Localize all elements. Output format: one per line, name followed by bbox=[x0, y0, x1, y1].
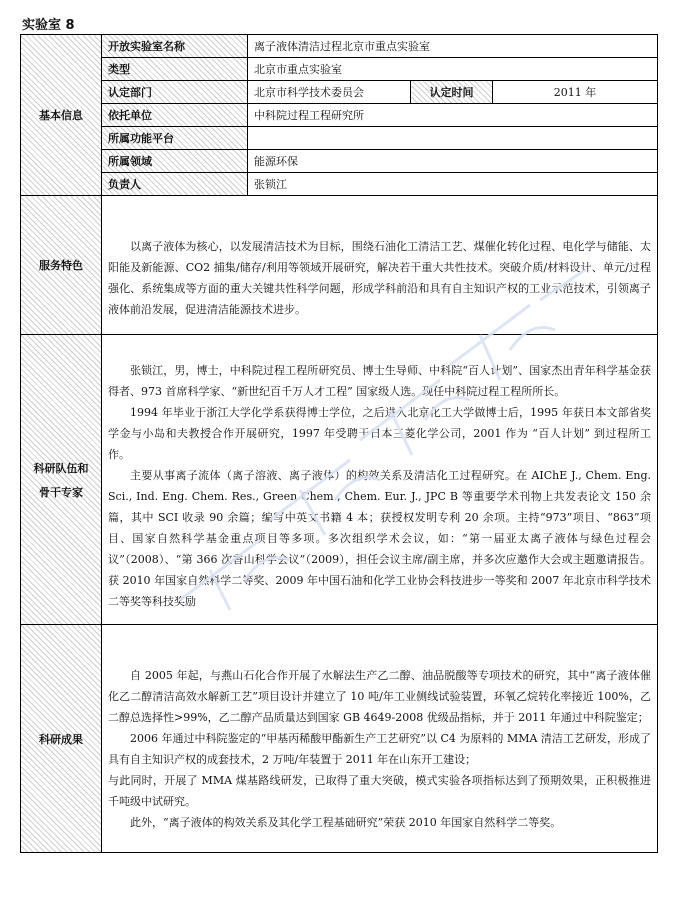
row-dept bbox=[21, 81, 658, 104]
results-paragraph: 自 2005 年起，与燕山石化合作开展了水解法生产乙二醇、油品脱酸等专项技术的研究，其中“离子液体催化乙二醇清洁高效水解新工艺”项目设计并建立了 10 吨/年工业侧线试验装置，环氧乙烷转化率接近 100%，乙二醇总选择性>99%，乙二醇产品质量达到国家 GB 4649-2008 优级品指标，并于 2011 年通过中科院鉴定； bbox=[108, 668, 651, 724]
section-results: 科研成果 bbox=[21, 625, 102, 853]
label-dept: 认定部门 bbox=[102, 81, 248, 104]
page-title: 实验室 8 bbox=[22, 18, 75, 33]
section-basic-info: 基本信息 bbox=[21, 35, 102, 196]
results-paragraph: 2006 年通过中科院鉴定的“甲基丙稀酸甲酯新生产工艺研究”以 C4 为原料的 MMA 清洁工艺研发，形成了具有自主知识产权的成套技术，2 万吨/年装置于 2011 年在山东开工建设； bbox=[108, 731, 651, 766]
row-platform bbox=[21, 127, 658, 150]
row-team bbox=[21, 335, 658, 625]
team-paragraph: 张锁江，男，博士，中科院过程工程所研究员、博士生导师、中科院“百人计划”、国家杰出青年科学基金获得者、973 首席科学家、“新世纪百千万人才工程” 国家级人选。现任中科院过程工程所所长。 bbox=[108, 363, 651, 398]
value-approval-time: 2011 年 bbox=[493, 81, 658, 104]
label-approval-time: 认定时间 bbox=[411, 81, 493, 104]
value-head: 张锁江 bbox=[248, 173, 658, 196]
service-body bbox=[102, 196, 658, 335]
value-lab-name: 离子液体清洁过程北京市重点实验室 bbox=[248, 35, 658, 58]
team-paragraph: 1994 年毕业于浙江大学化学系获得博士学位，之后进入北京化工大学做博士后，1995 年获日本文部省奖学金与小岛和夫教授合作开展研究，1997 年受聘于日本三菱化学公司，2001 作为 “百人计划” 到过程所工作。 bbox=[108, 405, 651, 461]
label-head: 负责人 bbox=[102, 173, 248, 196]
row-lab-name bbox=[21, 35, 658, 58]
value-type: 北京市重点实验室 bbox=[248, 58, 658, 81]
lab-info-table bbox=[20, 34, 658, 853]
results-body bbox=[102, 625, 658, 853]
value-field: 能源环保 bbox=[248, 150, 658, 173]
label-platform: 所属功能平台 bbox=[102, 127, 248, 150]
value-platform bbox=[248, 127, 658, 150]
row-field bbox=[21, 150, 658, 173]
section-service: 服务特色 bbox=[21, 196, 102, 335]
team-body bbox=[102, 335, 658, 625]
row-head bbox=[21, 173, 658, 196]
row-service bbox=[21, 196, 658, 335]
results-paragraph: 与此同时，开展了 MMA 煤基路线研发，已取得了重大突破，模式实验各项指标达到了预期效果，正积极推进千吨级中试研究。 bbox=[108, 773, 651, 808]
value-dept: 北京市科学技术委员会 bbox=[248, 81, 411, 104]
row-type bbox=[21, 58, 658, 81]
section-team-line1: 科研队伍和 bbox=[33, 461, 89, 475]
label-lab-name: 开放实验室名称 bbox=[102, 35, 248, 58]
label-host: 依托单位 bbox=[102, 104, 248, 127]
row-host bbox=[21, 104, 658, 127]
section-team bbox=[21, 335, 102, 625]
value-host: 中科院过程工程研究所 bbox=[248, 104, 658, 127]
team-paragraph: 主要从事离子流体（离子溶液、离子液体）的构效关系及清洁化工过程研究。在 AIChE J., Chem. Eng. Sci., Ind. Eng. Chem. Res., Green Chem., Chem. Eur. J., JPC B 等重要学术刊物上共发表论文 150 余篇，其中 SCI 收录 90 余篇；编写中英文书籍 4 本；获授权发明专利 20 余项。主持“973”项目、“863”项目、国家自然科学基金重点项目等多项。多次组织学术会议，如：“第一届亚太离子液体与绿色过程会议”（2008）、“第 366 次香山科学会议”（2009），担任会议主席/副主席，并多次应邀作大会或主题邀请报告。获 2010 年国家自然科学二等奖、2009 年中国石油和化学工业协会科技进步一等奖和 2007 年北京市科学技术二等奖等科技奖励 bbox=[108, 468, 651, 608]
service-paragraph: 以离子液体为核心，以发展清洁技术为目标，围绕石油化工清洁工艺、煤催化转化过程、电化学与储能、太阳能及新能源、CO2 捕集/储存/利用等领域开展研究，解决若干重大共性技术。突破介质/材料设计、单元/过程强化、系统集成等方面的重大关键共性科学问题，形成学科前沿和具有自主知识产权的工业示范技术，引领离子液体前沿发展，促进清洁能源技术进步。 bbox=[108, 240, 651, 316]
row-results bbox=[21, 625, 658, 853]
label-field: 所属领域 bbox=[102, 150, 248, 173]
section-team-line2: 骨干专家 bbox=[39, 485, 83, 499]
results-paragraph: 此外，“离子液体的构效关系及其化学工程基础研究”荣获 2010 年国家自然科学二等奖。 bbox=[130, 815, 562, 829]
label-type: 类型 bbox=[102, 58, 248, 81]
